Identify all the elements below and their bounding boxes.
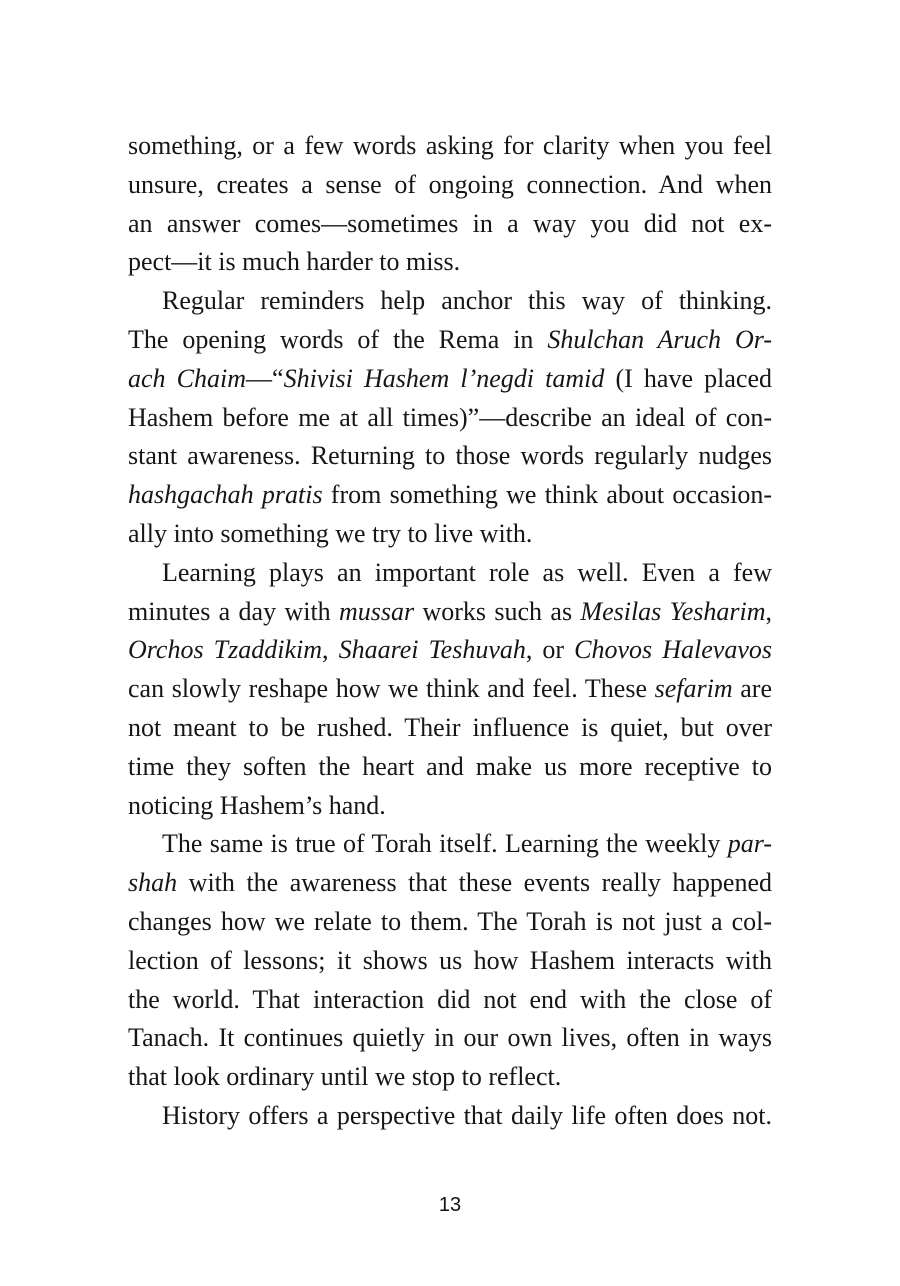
italic-text-segment: Mesilas Yesharim [580, 596, 766, 626]
text-segment: , or [525, 635, 575, 665]
text-line [128, 437, 772, 476]
text-line [128, 243, 772, 282]
text-segment: Tanach. It continues quietly in our own lives, often in ways [128, 1023, 772, 1053]
text-segment: Learning plays an important role as well. Even a few [162, 557, 772, 587]
text-line [128, 748, 772, 787]
italic-text-segment: Shulchan Aruch Or- [547, 324, 772, 354]
text-line [128, 981, 772, 1020]
text-segment: , [765, 596, 772, 626]
italic-text-segment: Orchos Tzaddikim [128, 635, 323, 665]
text-line [128, 1019, 772, 1058]
text-line [128, 593, 772, 632]
text-segment: The same is true of Torah itself. Learning the weekly [162, 829, 728, 859]
italic-text-segment: par- [727, 829, 772, 859]
italic-text-segment: sefarim [654, 674, 733, 704]
text-line [128, 515, 772, 554]
italic-text-segment: mussar [339, 596, 415, 626]
text-line [128, 554, 772, 593]
italic-text-segment: hashgachah pratis [128, 480, 323, 510]
text-segment: Regular reminders help anchor this way of thinking. [162, 286, 772, 316]
text-line [128, 399, 772, 438]
text-line [128, 360, 772, 399]
text-line [128, 1097, 772, 1136]
text-segment: Hashem before me at all times)”—describe an ideal of con- [128, 402, 772, 432]
text-segment: not meant to be rushed. Their influence is quiet, but over [128, 712, 772, 742]
page-number: 13 [438, 1194, 462, 1216]
text-line [128, 864, 772, 903]
text-segment: —“ [246, 363, 284, 393]
text-segment: the world. That interaction did not end with the close of [128, 984, 772, 1014]
text-segment: (I have placed [604, 363, 772, 393]
italic-text-segment: shah [128, 868, 178, 898]
text-segment: an answer comes—sometimes in a way you did not ex- [128, 208, 772, 238]
text-segment: pect—it is much harder to miss. [128, 247, 461, 277]
text-line [128, 166, 772, 205]
text-segment: something, or a few words asking for clarity when you feel [128, 131, 772, 160]
text-segment: can slowly reshape how we think and feel. These [128, 674, 655, 704]
text-line [128, 903, 772, 942]
text-line [128, 282, 772, 321]
text-segment: stant awareness. Returning to those words regularly nudges [128, 441, 772, 471]
italic-text-segment: Chovos Halevavos [574, 635, 772, 665]
text-segment: from something we think about occasion- [322, 480, 772, 510]
text-segment: ally into something we try to live with. [128, 518, 533, 548]
text-segment: changes how we relate to them. The Torah is not just a col- [128, 906, 772, 936]
text-segment: are [732, 674, 772, 704]
text-line [128, 825, 772, 864]
text-line [128, 127, 772, 166]
italic-text-segment: Shaarei Teshuvah [338, 635, 526, 665]
text-line [128, 205, 772, 244]
text-segment: with the awareness that these events really happened [177, 868, 772, 898]
text-line [128, 709, 772, 748]
text-segment: unsure, creates a sense of ongoing connection. And when [128, 169, 772, 199]
text-segment: minutes a day with [128, 596, 340, 626]
text-segment: lection of lessons; it shows us how Hashem interacts with [128, 945, 772, 975]
page-text [128, 127, 772, 1136]
italic-text-segment: ach Chaim [128, 363, 247, 393]
text-segment: The opening words of the Rema in [128, 324, 548, 354]
text-segment: noticing Hashem’s hand. [128, 790, 386, 820]
text-segment: , [322, 635, 339, 665]
text-line [128, 631, 772, 670]
text-segment: that look ordinary until we stop to reflect. [128, 1062, 562, 1092]
italic-text-segment: Shivisi Hashem l’negdi tamid [283, 363, 605, 393]
text-line [128, 670, 772, 709]
text-line [128, 1058, 772, 1097]
text-line [128, 787, 772, 826]
text-segment: History offers a perspective that daily life often does not. [162, 1100, 772, 1130]
text-segment: works such as [414, 596, 581, 626]
text-segment: time they soften the heart and make us more receptive to [128, 751, 772, 781]
text-line [128, 476, 772, 515]
text-line [128, 321, 772, 360]
text-line [128, 942, 772, 981]
